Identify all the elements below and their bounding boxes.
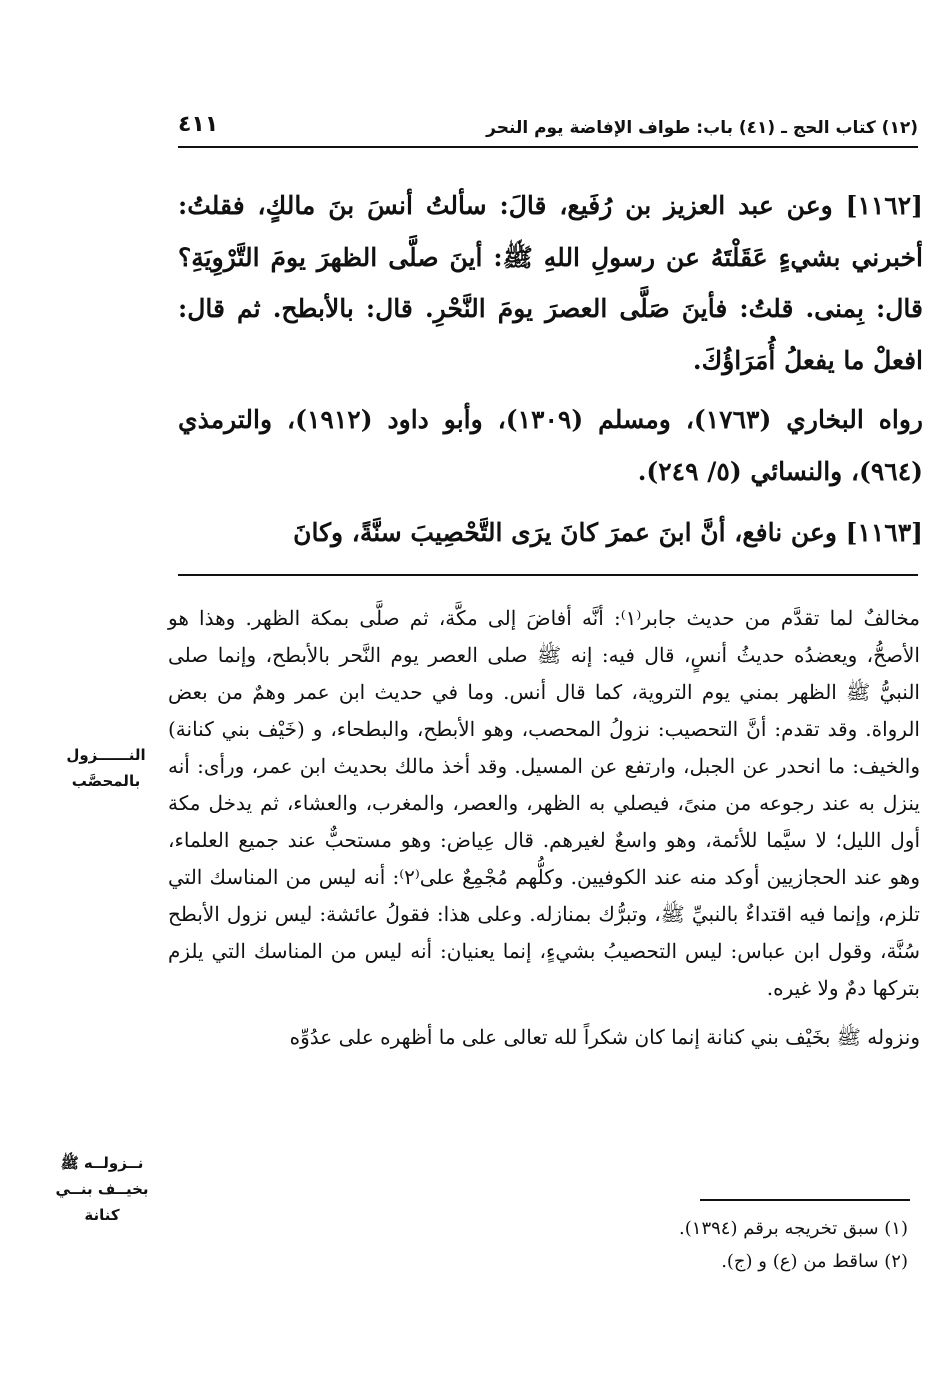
commentary-paragraph: مخالفٌ لما تقدَّم من حديث جابر⁽١⁾: أنَّه أفاضَ إلى مكَّة، ثم صلَّى بمكة الظهر. وهذا هو الأصحُّ، ويعضدُه حديثُ أنسٍ، قال فيه: إنه ﷺ صلى العصر يوم النَّحر بالأبطح، وإنما صلى النبيُّ ﷺ الظهر بمني يوم التروية، كما قال أنس. وما في حديث ابن عمر وهمٌ من بعض الرواة. وقد تقدم: أنَّ التحصيب: نزولُ المحصب، وهو الأبطح، والبطحاء، و (خَيْف بني كنانة) والخيف: ما انحدر عن الجبل، وارتفع عن المسيل. وقد أخذ مالك بحديث ابن عمر، ورأى: أنه ينزل به عند رجوعه من منىً، فيصلي به الظهر، والعصر، والمغرب، والعشاء، ثم يدخل مكة أول الليل؛ لا سيَّما للأئمة، وهو واسعٌ لغيرهم. قال عِياض: وهو مستحبٌّ عند جميع العلماء، وهو عند الحجازيين أوكد منه عند الكوفيين. وكلُّهم مُجْمِعٌ على⁽٢⁾: أنه ليس من المناسك التي تلزم، وإنما فيه اقتداءٌ بالنبيِّ ﷺ، وتبرُّك بمنازله. وعلى هذا: فقولُ عائشة: ليس نزول الأبطح سُنَّة، وقول ابن عباس: ليس التحصيبُ بشيءٍ، إنما يعنيان: أنه ليس من المناسك التي يلزم بتركها دمٌ ولا غيره. xyxy=(168,606,920,1000)
margin-note-muhassab: النــــــزول بالمحصَّب xyxy=(66,746,146,790)
hadith-1162-sources: رواه البخاري (١٧٦٣)، ومسلم (١٣٠٩)، وأبو داود (١٩١٢)، والترمذي (٩٦٤)، والنسائي (٥/ ٢٤٩). xyxy=(178,405,923,486)
running-title: (١٢) كتاب الحج ـ (٤١) باب: طواف الإفاضة يوم النحر xyxy=(486,118,918,138)
footnote-2: (٢) ساقط من (ع) و (ج). xyxy=(721,1251,908,1272)
commentary-rule xyxy=(178,574,918,576)
page-header xyxy=(178,112,918,146)
footnote-1: (١) سبق تخريجه برقم (١٣٩٤). xyxy=(679,1218,908,1239)
footnotes xyxy=(178,1212,908,1278)
hadith-1162: [١١٦٢] وعن عبد العزيز بن رُفَيع، قالَ: سألتُ أنسَ بنَ مالكٍ، فقلتُ: أخبرني بشيءٍ عَقَلْتَهُ عن رسولِ اللهِ ﷺ: أينَ صلَّى الظهرَ يومَ التَّرْوِيَةِ؟ قال: بِمنى. قلتُ: فأينَ صَلَّى العصرَ يومَ النَّحْرِ. قال: بالأبطح. ثم قال: افعلْ ما يفعلُ أُمَرَاؤُكَ. xyxy=(178,191,923,375)
page-number: ٤١١ xyxy=(178,112,219,137)
hadith-1163-start: [١١٦٣] وعن نافع، أنَّ ابنَ عمرَ كانَ يرَى التَّحْصِيبَ سنَّةً، وكانَ xyxy=(293,518,923,547)
hadith-text xyxy=(178,180,923,559)
margin-note-khayf: نــزولــه ﷺ بخيــف بنــي كنانة xyxy=(55,1154,149,1224)
footnote-rule xyxy=(700,1199,910,1201)
commentary-continuation: ونزوله ﷺ بخَيْف بني كنانة إنما كان شكراً لله تعالى على ما أظهره على عدُوِّه xyxy=(289,1025,920,1049)
commentary-text xyxy=(168,600,920,1056)
header-rule xyxy=(178,146,918,148)
